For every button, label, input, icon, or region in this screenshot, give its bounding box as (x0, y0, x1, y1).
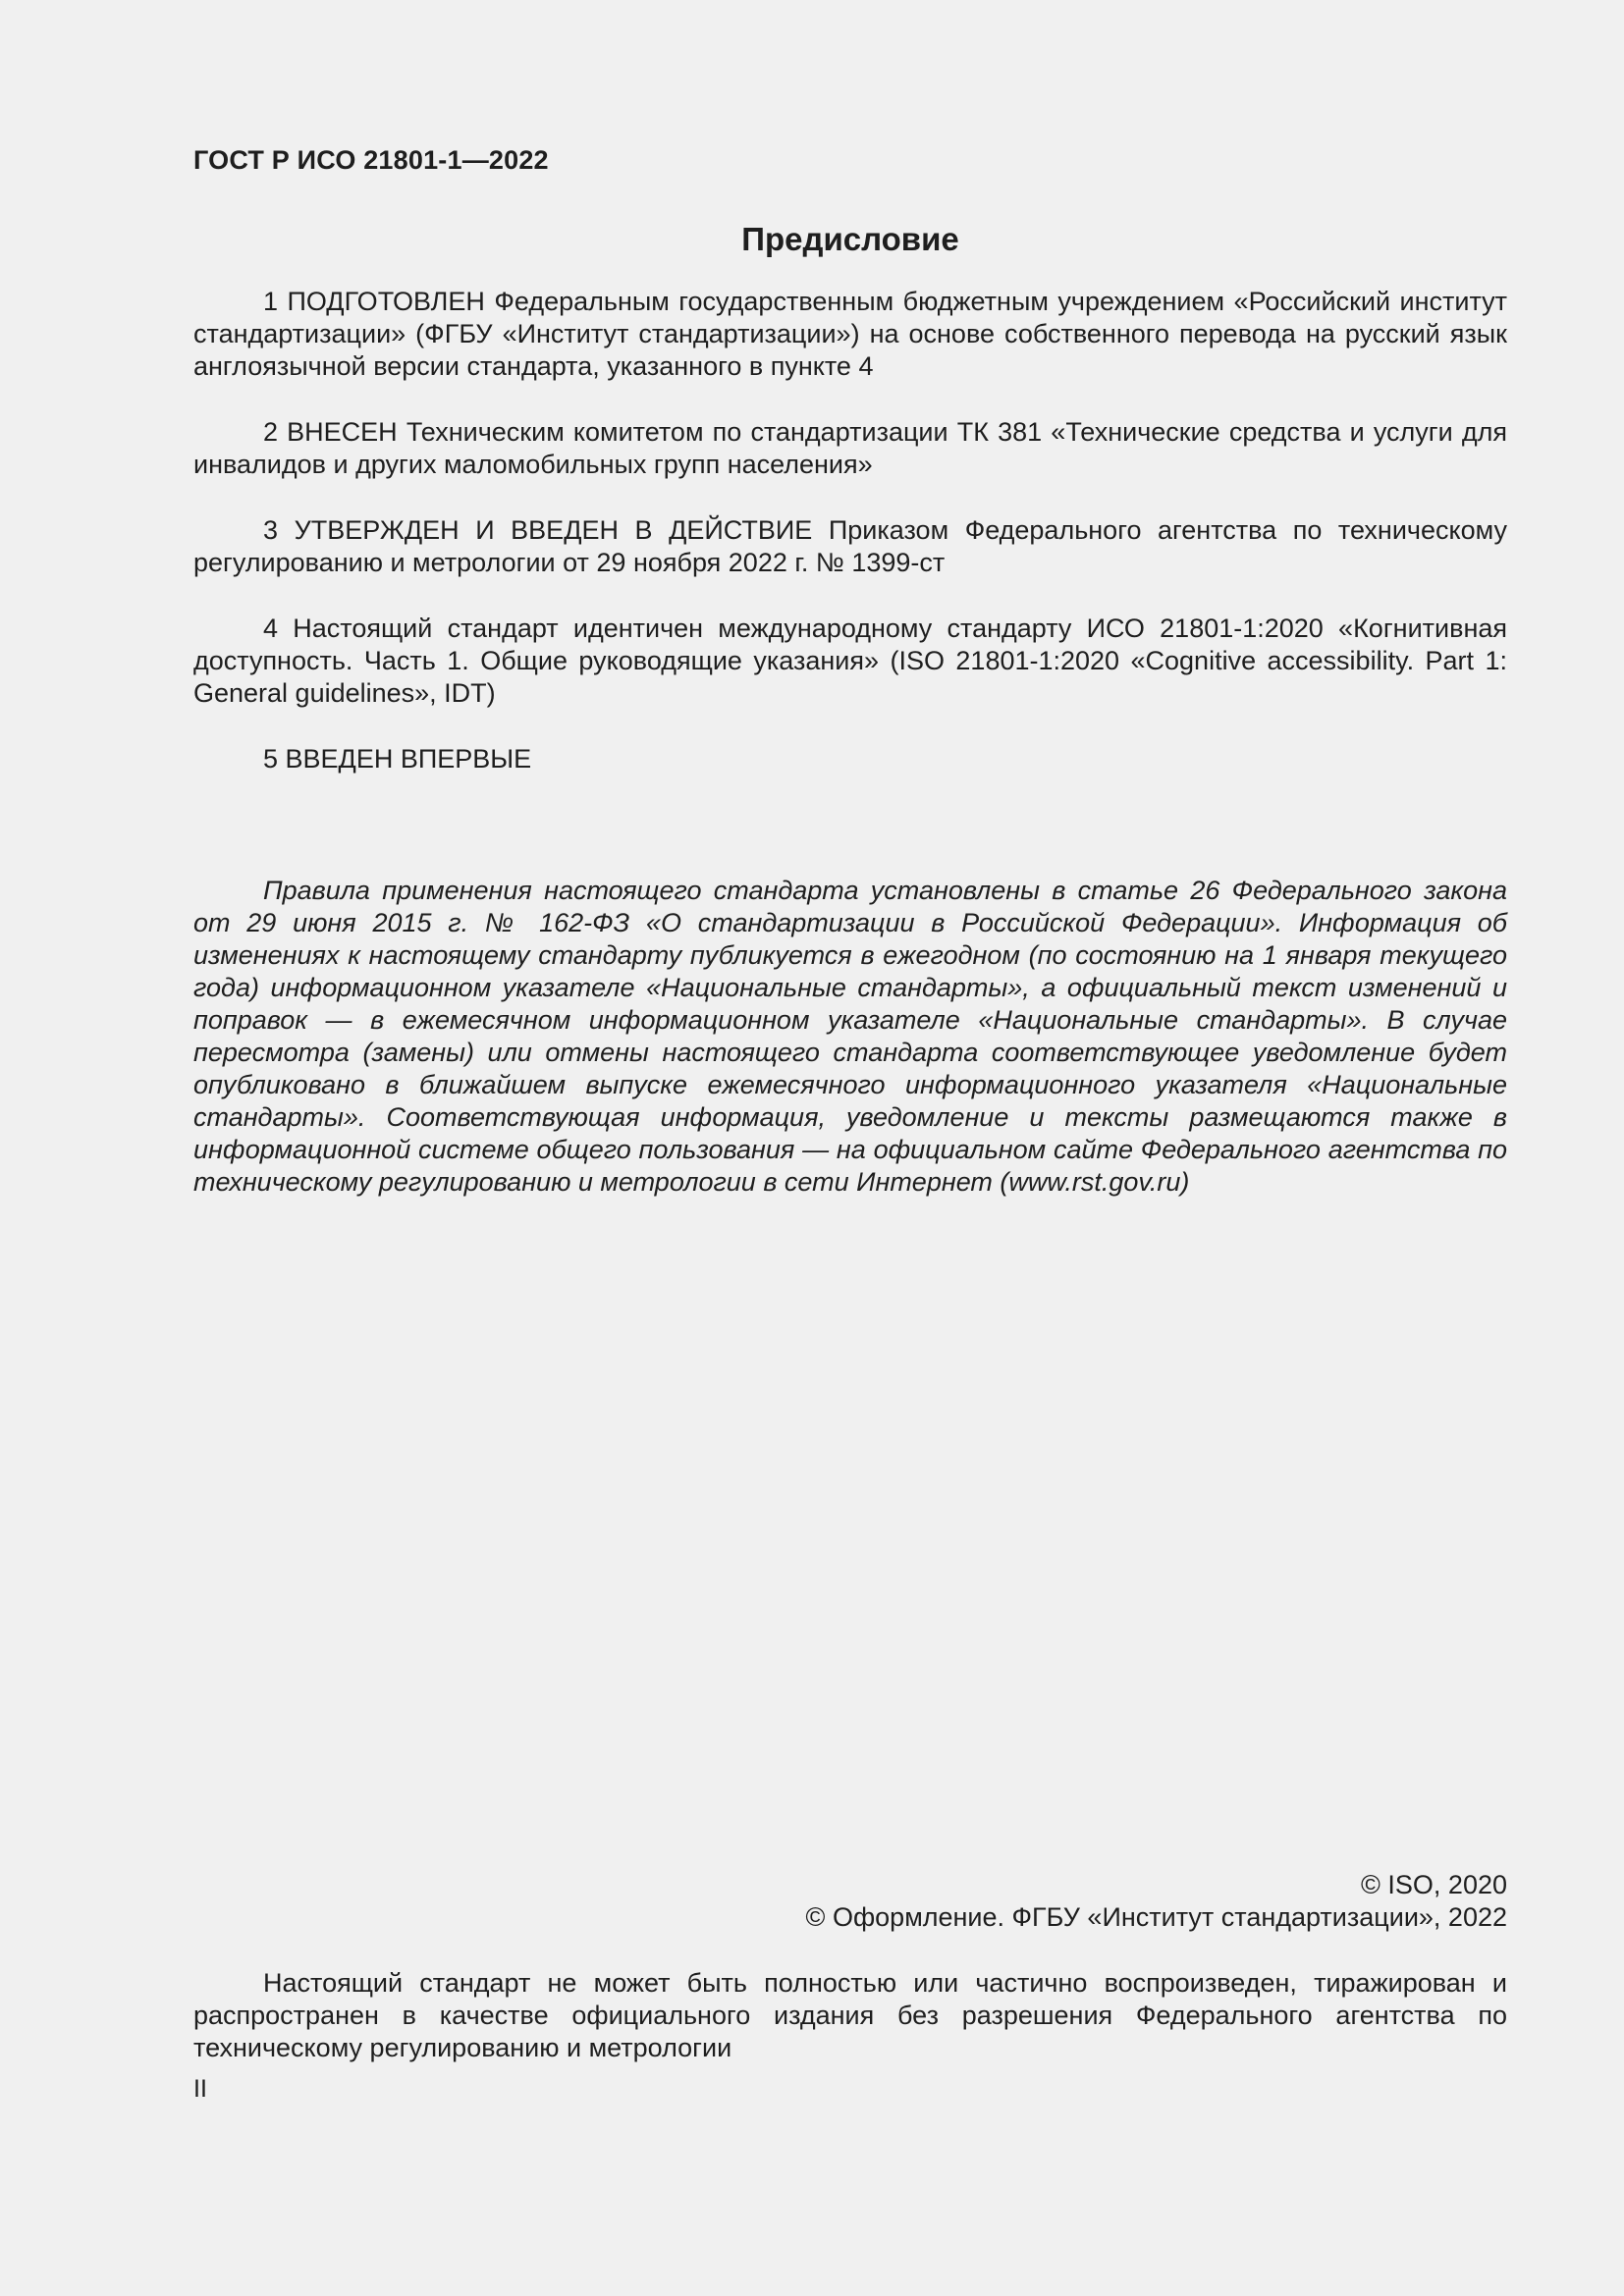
copyright-iso: © ISO, 2020 (1361, 1870, 1507, 1899)
page-number: II (193, 2075, 207, 2103)
foreword-item-5: 5 ВВЕДЕН ВПЕРВЫЕ (263, 744, 532, 774)
page-title: Предисловие (741, 221, 959, 257)
reproduction-notice: Настоящий стандарт не может быть полностью или частично воспроизведен, тиражирован и распространен в качестве официального издания без разрешения Федерального агентства по техническому регулированию и метрологии (193, 1968, 1507, 2062)
copyright-design: © Оформление. ФГБУ «Институт стандартизации», 2022 (805, 1902, 1507, 1932)
foreword-item-3: 3 УТВЕРЖДЕН И ВВЕДЕН В ДЕЙСТВИЕ Приказом Федерального агентства по техническому регулированию и метрологии от 29 ноября 2022 г. № 1399-ст (193, 515, 1507, 577)
document-page (193, 0, 1507, 2296)
copyright-block (806, 1869, 1507, 1934)
application-rules-notice: Правила применения настоящего стандарта установлены в статье 26 Федерального закона от 29 июня 2015 г. № 162-ФЗ «О стандартизации в Российской Федерации». Информация об изменениях к настоящему стандарту публикуется в ежегодном (по состоянию на 1 января текущего года) информационном указателе «Национальные стандарты», а официальный текст изменений и поправок — в ежемесячном информационном указателе «Национальные стандарты». В случае пересмотра (замены) или отмены настоящего стандарта соответствующее уведомление будет опубликовано в ближайшем выпуске ежемесячного информационного указателя «Национальные стандарты». Соответствующая информация, уведомление и тексты размещаются также в информационной системе общего пользования — на официальном сайте Федерального агентства по техническому регулированию и метрологии в сети Интернет (www.rst.gov.ru) (193, 876, 1507, 1197)
foreword-item-4: 4 Настоящий стандарт идентичен международному стандарту ИСО 21801-1:2020 «Когнитивная доступность. Часть 1. Общие руководящие указания» (ISO 21801-1:2020 «Cognitive accessibility. Part 1: General guidelines», IDT) (193, 614, 1507, 708)
document-code-header: ГОСТ Р ИСО 21801-1—2022 (193, 145, 549, 175)
foreword-item-2: 2 ВНЕСЕН Техническим комитетом по стандартизации ТК 381 «Технические средства и услуги для инвалидов и других маломобильных групп населения» (193, 417, 1507, 479)
foreword-item-1: 1 ПОДГОТОВЛЕН Федеральным государственным бюджетным учреждением «Российский институт стандартизации» (ФГБУ «Институт стандартизации») на основе собственного перевода на русский язык англоязычной версии стандарта, указанного в пункте 4 (193, 287, 1507, 381)
